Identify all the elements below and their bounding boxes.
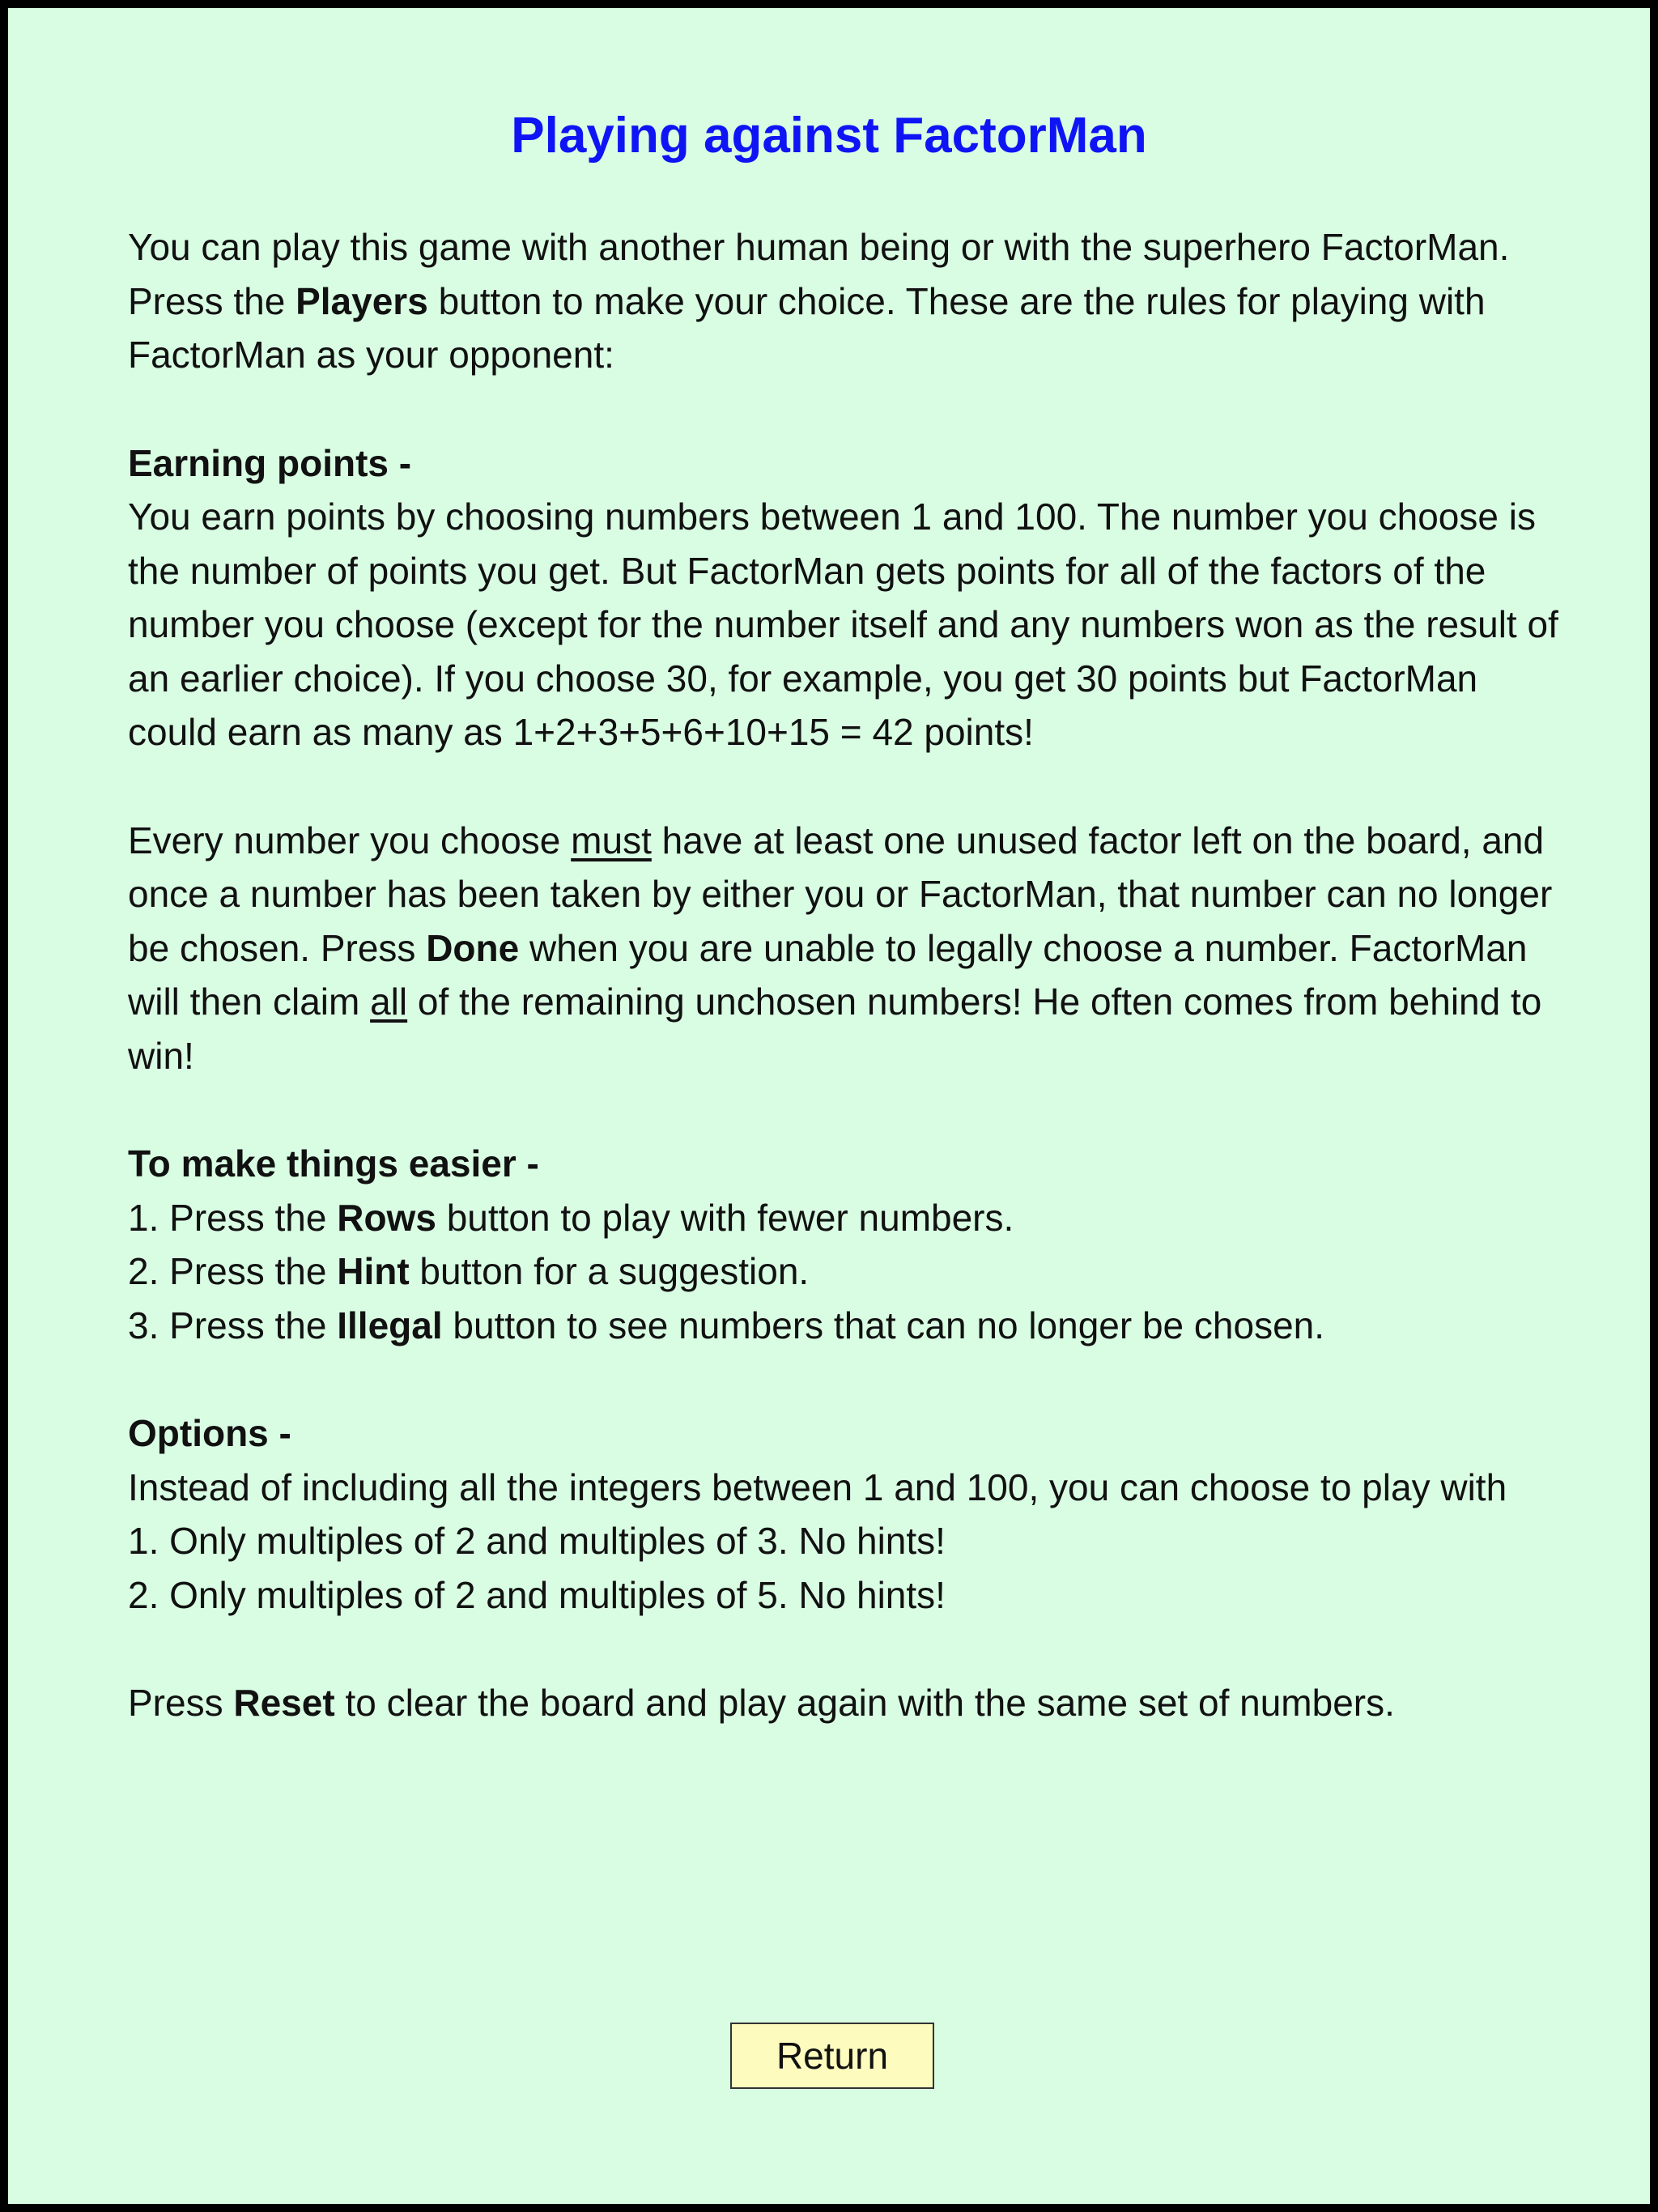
easier-item: 1. Press the Rows button to play with fewer numbers. xyxy=(128,1196,1014,1239)
easier-item: 3. Press the Illegal button to see numbers that can no longer be chosen. xyxy=(128,1304,1325,1346)
easier-heading: To make things easier - xyxy=(128,1142,539,1185)
earning-paragraph: You earn points by choosing numbers between 1 and 100. The number you choose is the number of points you get. But FactorMan gets points for all of the factors of the number you choose (except for the number itself and any numbers won as the result of an earlier choice). If you choose 30, for example, you get 30 points but FactorMan could earn as many as 1+2+3+5+6+10+15 = 42 points! xyxy=(128,496,1558,753)
return-button[interactable]: Return xyxy=(730,2023,934,2089)
done-keyword: Done xyxy=(426,926,520,969)
players-keyword: Players xyxy=(295,279,428,322)
rules-paragraph: Every number you choose must have at least one unused factor left on the board, and once a number has been taken by either you or FactorMan, that number can no longer be chosen. Press Done when you are unable to legally choose a number. FactorMan will then claim all of the remaining unchosen numbers! He often comes from behind to win! xyxy=(128,819,1553,1077)
all-keyword: all xyxy=(370,981,408,1023)
options-item: 1. Only multiples of 2 and multiples of 3. No hints! xyxy=(128,1520,946,1562)
easier-item: 2. Press the Hint button for a suggestion. xyxy=(128,1250,810,1292)
options-item: 2. Only multiples of 2 and multiples of 5. No hints! xyxy=(128,1573,946,1616)
reset-paragraph: Press Reset to clear the board and play again with the same set of numbers. xyxy=(128,1682,1395,1724)
help-content xyxy=(128,220,1561,1730)
options-paragraph: Instead of including all the integers between 1 and 100, you can choose to play with xyxy=(128,1465,1507,1508)
earning-heading: Earning points - xyxy=(128,441,412,484)
hint-keyword: Hint xyxy=(337,1250,410,1292)
must-keyword: must xyxy=(571,819,652,861)
page-title: Playing against FactorMan xyxy=(511,108,1147,164)
reset-keyword: Reset xyxy=(233,1682,335,1724)
rows-keyword: Rows xyxy=(337,1196,436,1239)
help-panel xyxy=(8,8,1650,2204)
illegal-keyword: Illegal xyxy=(337,1304,443,1346)
intro-paragraph: You can play this game with another human being or with the superhero FactorMan. Press the Players button to make your choice. These are the rules for playing with FactorMan as your opponent: xyxy=(128,226,1510,376)
options-heading: Options - xyxy=(128,1412,291,1454)
